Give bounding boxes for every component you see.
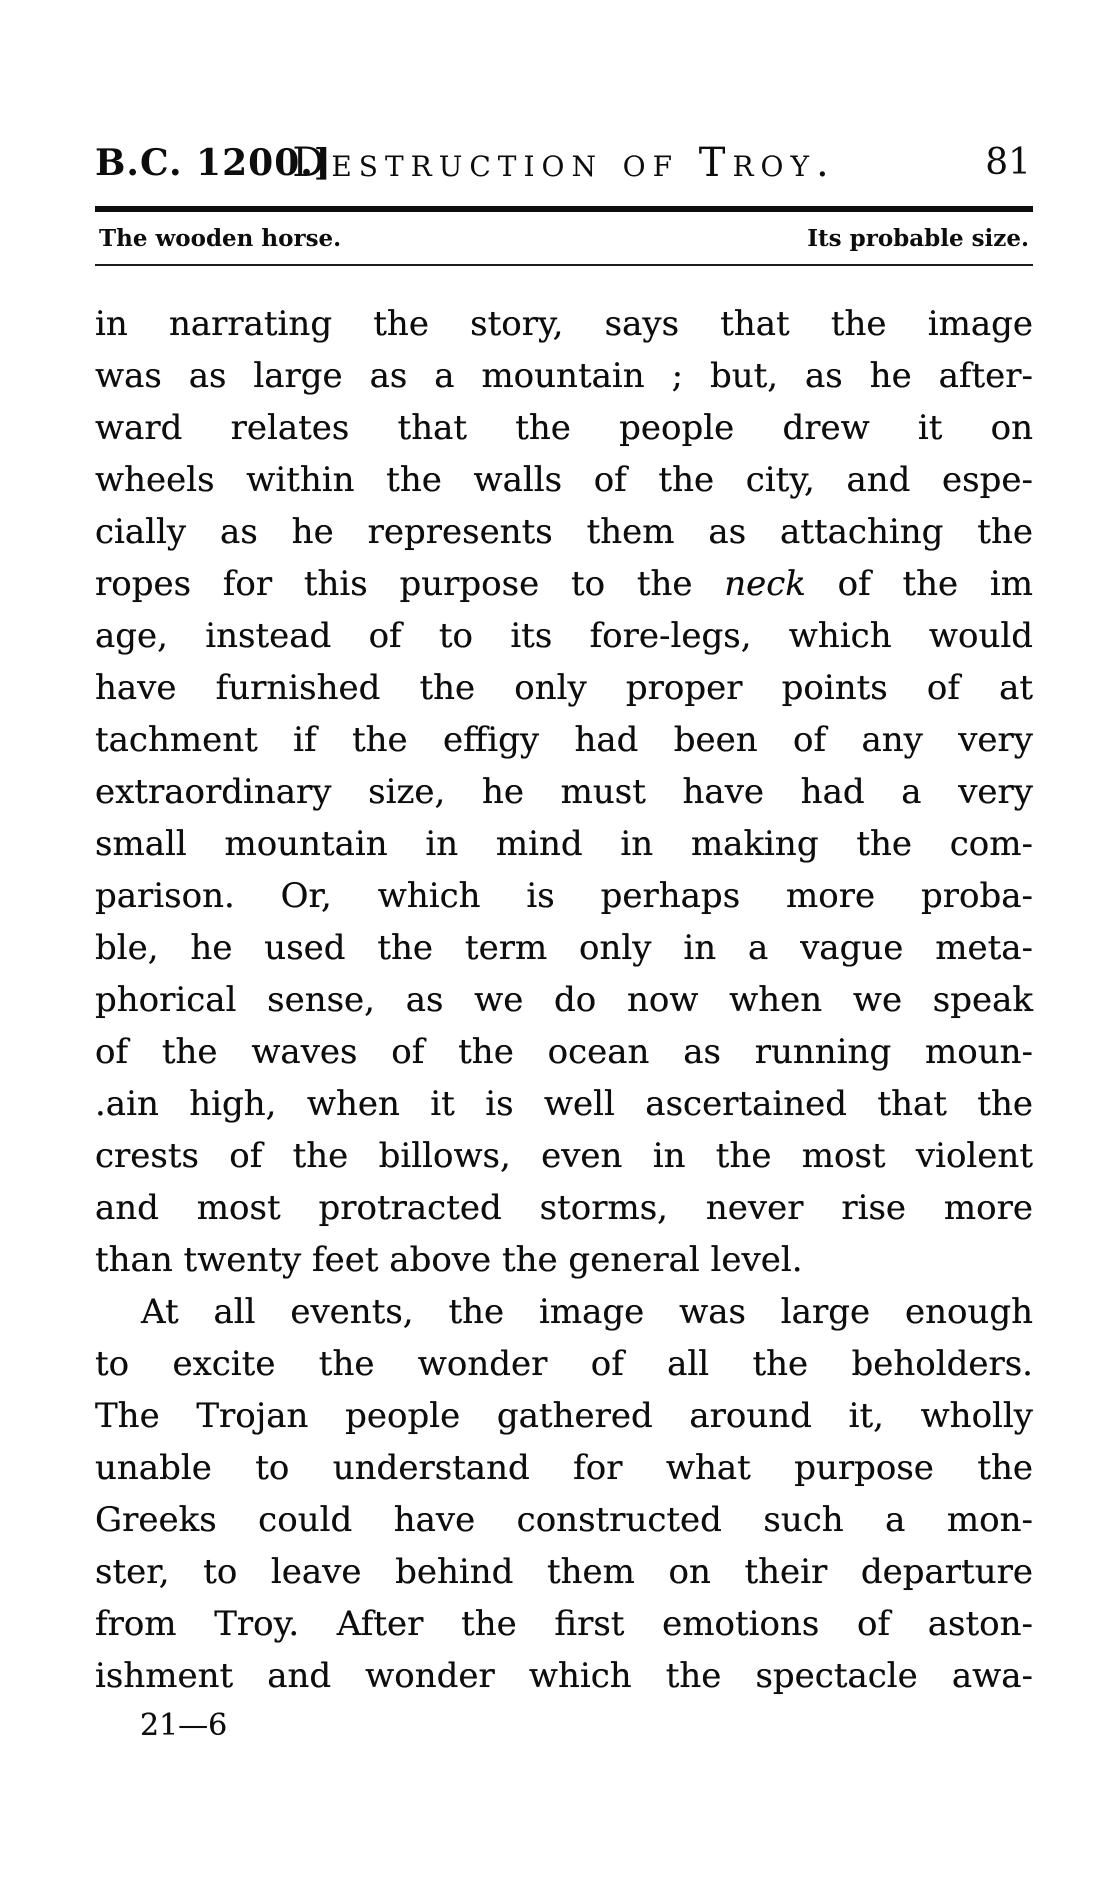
guide-rule bbox=[95, 264, 1033, 266]
body-line: from Troy. After the first emotions of aston- bbox=[95, 1604, 1033, 1644]
body-line: age, instead of to its fore-legs, which would bbox=[95, 616, 1033, 656]
body-line-with-italic bbox=[95, 558, 1033, 610]
guide-words-row bbox=[95, 212, 1033, 264]
body-line: extraordinary size, he must have had a very bbox=[95, 772, 1033, 812]
running-header bbox=[95, 140, 1033, 192]
body-line: cially as he represents them as attaching the bbox=[95, 512, 1033, 552]
body-line: crests of the billows, even in the most violent bbox=[95, 1136, 1033, 1176]
body-line: The Trojan people gathered around it, wholly bbox=[95, 1396, 1033, 1436]
era-label: B.C. 1200.] bbox=[95, 142, 332, 184]
body-line: in narrating the story, says that the image bbox=[95, 304, 1033, 344]
body-line: to excite the wonder of all the beholders. bbox=[95, 1344, 1033, 1384]
body-line: tachment if the effigy had been of any very bbox=[95, 720, 1033, 760]
guide-word-left: The wooden horse. bbox=[99, 225, 342, 252]
body-line: phorical sense, as we do now when we speak bbox=[95, 980, 1033, 1020]
body-line: Greeks could have constructed such a mon- bbox=[95, 1500, 1033, 1540]
guide-word-right: Its probable size. bbox=[807, 225, 1029, 252]
page-number: 81 bbox=[985, 142, 1031, 183]
body-line: parison. Or, which is perhaps more proba- bbox=[95, 876, 1033, 916]
body-line: .ain high, when it is well ascertained that the bbox=[95, 1084, 1033, 1124]
body-line: have furnished the only proper points of at bbox=[95, 668, 1033, 708]
line-segment: ropes for this purpose to the bbox=[95, 564, 725, 604]
body-line: ishment and wonder which the spectacle awa- bbox=[95, 1656, 1033, 1696]
body-line: ster, to leave behind them on their departure bbox=[95, 1552, 1033, 1592]
body-text bbox=[95, 298, 1033, 1702]
body-line: and most protracted storms, never rise more bbox=[95, 1188, 1033, 1228]
body-line: ble, he used the term only in a vague meta- bbox=[95, 928, 1033, 968]
text-block bbox=[95, 140, 1033, 1743]
body-line: was as large as a mountain ; but, as he after- bbox=[95, 356, 1033, 396]
signature-mark: 21—6 bbox=[140, 1708, 228, 1743]
body-line: wheels within the walls of the city, and espe- bbox=[95, 460, 1033, 500]
italic-term: neck bbox=[724, 564, 806, 604]
line-segment: of the im bbox=[805, 564, 1034, 604]
paragraph-1 bbox=[95, 298, 1033, 1286]
paragraph-2 bbox=[95, 1286, 1033, 1702]
body-line: ward relates that the people drew it on bbox=[95, 408, 1033, 448]
body-line: small mountain in mind in making the com- bbox=[95, 824, 1033, 864]
body-line: of the waves of the ocean as running moun- bbox=[95, 1032, 1033, 1072]
body-line: At all events, the image was large enough bbox=[141, 1292, 1033, 1332]
body-line: unable to understand for what purpose the bbox=[95, 1448, 1033, 1488]
running-title: Destruction of Troy. bbox=[292, 140, 836, 186]
body-line: than twenty feet above the general level. bbox=[95, 1240, 803, 1280]
